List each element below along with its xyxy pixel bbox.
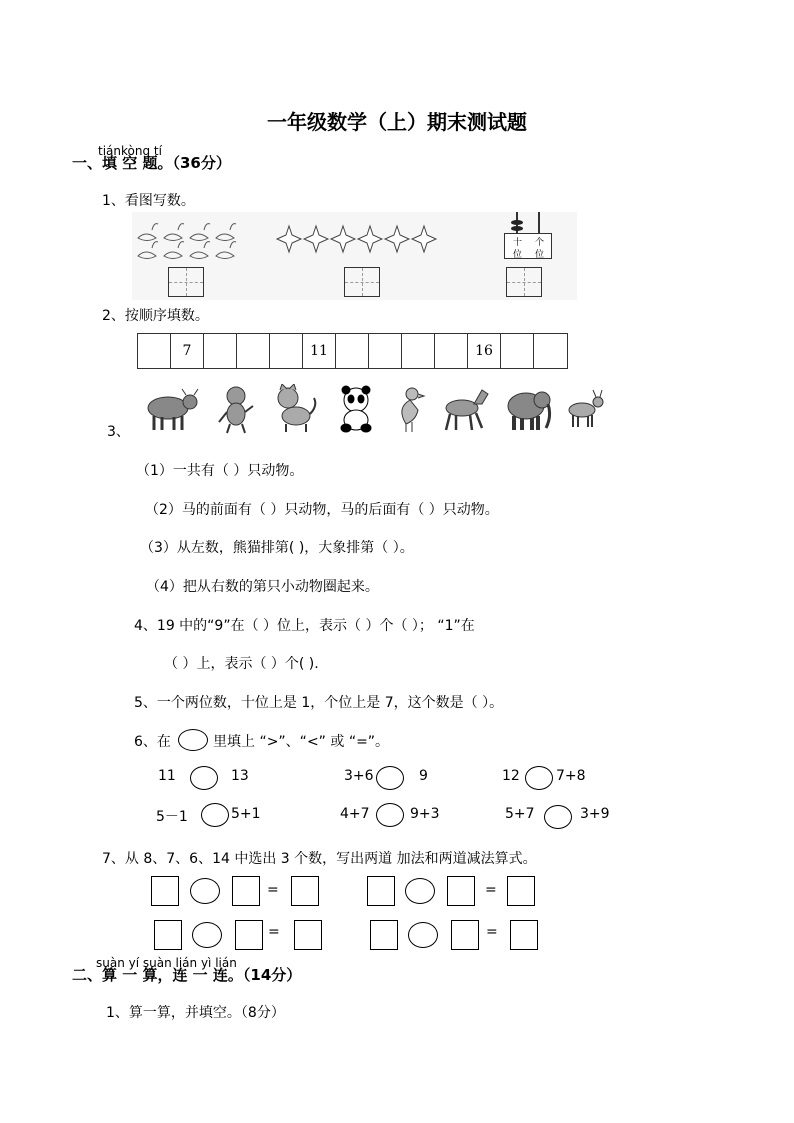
q6-item4-left: 5－1: [156, 809, 188, 825]
abacus-ones-label: 个: [535, 238, 545, 248]
q6-item5-left: 4+7: [340, 806, 370, 822]
sequence-row: [137, 333, 568, 369]
equation-box[interactable]: [447, 876, 475, 906]
equals-sign: =: [268, 924, 280, 940]
q5-text: 5、一个两位数，十位上是 1，个位上是 7，这个数是（ ）。: [134, 695, 504, 711]
compare-oval[interactable]: [525, 766, 553, 790]
sequence-cell[interactable]: [270, 334, 303, 368]
sequence-cell[interactable]: [204, 334, 237, 368]
equation-box[interactable]: [367, 876, 395, 906]
q6-item1-right: 13: [231, 768, 249, 784]
operator-oval[interactable]: [190, 878, 220, 904]
q6-item5-right: 9+3: [410, 806, 440, 822]
q3-sub3: （3）从左数，熊猫排第( )，大象排第（ ）。: [140, 540, 414, 556]
q6-item4-right: 5+1: [231, 806, 261, 822]
q3-sub1: （1）一共有（ ）只动物。: [136, 463, 304, 479]
sequence-cell[interactable]: [402, 334, 435, 368]
section2-pinyin: suàn yí suàn lián yì lián: [96, 956, 237, 970]
monkey-icon[interactable]: [214, 384, 258, 434]
section2-heading: 二、算 一 算，连 一 连。（14分）: [72, 966, 302, 984]
abacus-tens-label: 十: [513, 238, 523, 248]
equation-box[interactable]: [232, 876, 260, 906]
elephant-icon[interactable]: [500, 384, 552, 434]
sequence-cell[interactable]: [501, 334, 534, 368]
answer-box-swans[interactable]: [168, 267, 204, 297]
equation-box[interactable]: [510, 920, 538, 950]
compare-oval[interactable]: [544, 805, 572, 829]
operator-oval[interactable]: [405, 878, 435, 904]
answer-box-abacus[interactable]: [506, 267, 542, 297]
q6-item3-left: 12: [502, 768, 520, 784]
q6-item2-left: 3+6: [344, 768, 374, 784]
q3-number: 3、: [107, 424, 130, 440]
sequence-cell[interactable]: [237, 334, 270, 368]
answer-box-stars[interactable]: [344, 267, 380, 297]
equation-box[interactable]: [154, 920, 182, 950]
equation-box[interactable]: [291, 876, 319, 906]
equation-box[interactable]: [235, 920, 263, 950]
sequence-cell[interactable]: [336, 334, 369, 368]
compare-oval[interactable]: [376, 766, 404, 790]
abacus-illustration: [504, 212, 552, 260]
q3-sub4: （4）把从右数的第只小动物圈起来。: [146, 579, 379, 595]
swans-illustration-row2: [134, 238, 242, 266]
q1-label: 1、看图写数。: [102, 193, 195, 209]
q6-item2-right: 9: [419, 768, 428, 784]
equation-box[interactable]: [370, 920, 398, 950]
equals-sign: =: [486, 924, 498, 940]
compare-oval[interactable]: [190, 766, 218, 790]
equation-box[interactable]: [507, 876, 535, 906]
horse-icon[interactable]: [440, 384, 490, 434]
sequence-cell[interactable]: 11: [303, 334, 336, 368]
sequence-cell[interactable]: [534, 334, 567, 368]
s2q1-label: 1、算一算，并填空。（8分）: [106, 1005, 285, 1021]
q4-line1: 4、19 中的“9”在（ ）位上，表示（ ）个（ ）； “1”在: [134, 618, 475, 634]
equals-sign: =: [267, 882, 279, 898]
sequence-cell[interactable]: 16: [468, 334, 501, 368]
sequence-cell[interactable]: [138, 334, 171, 368]
q3-sub2: （2）马的前面有（ ）只动物，马的后面有（ ）只动物。: [145, 502, 499, 518]
sequence-cell[interactable]: [435, 334, 468, 368]
section1-pinyin: tiánkòng tí: [98, 144, 162, 158]
bull-icon[interactable]: [140, 384, 204, 434]
section1-heading: 一、填 空 题。（36分）: [72, 154, 231, 172]
compare-oval[interactable]: [376, 803, 404, 827]
q4-line2: （ ）上，表示（ ）个( ).: [164, 656, 319, 672]
panda-icon[interactable]: [334, 384, 378, 434]
goat-icon[interactable]: [564, 384, 606, 434]
sequence-cell[interactable]: [369, 334, 402, 368]
page-title: 一年级数学（上）期末测试题: [267, 110, 527, 134]
q6-before: 6、在: [134, 734, 171, 750]
q6-item1-left: 11: [158, 768, 176, 784]
q6-after: 里填上 “>”、“<” 或 “=”。: [213, 734, 390, 750]
equation-box[interactable]: [451, 920, 479, 950]
abacus-ones-pos: 位: [535, 250, 545, 260]
operator-oval[interactable]: [408, 922, 438, 948]
q6-item6-left: 5+7: [505, 806, 535, 822]
abacus-tens-pos: 位: [513, 250, 523, 260]
compare-oval[interactable]: [201, 803, 229, 827]
q6-item6-right: 3+9: [580, 806, 610, 822]
operator-oval[interactable]: [192, 922, 222, 948]
stars-illustration: [276, 224, 438, 254]
q6-item3-right: 7+8: [556, 768, 586, 784]
cat-icon[interactable]: [270, 384, 318, 434]
bird-icon[interactable]: [392, 384, 428, 434]
equals-sign: =: [485, 882, 497, 898]
q7-label: 7、从 8、7、6、14 中选出 3 个数，写出两道 加法和两道减法算式。: [102, 851, 537, 867]
sequence-cell[interactable]: 7: [171, 334, 204, 368]
q1-picture-panel: [132, 212, 577, 300]
equation-box[interactable]: [151, 876, 179, 906]
equation-box[interactable]: [294, 920, 322, 950]
q6-example-oval: [178, 729, 208, 751]
q2-label: 2、按顺序填数。: [102, 308, 209, 324]
